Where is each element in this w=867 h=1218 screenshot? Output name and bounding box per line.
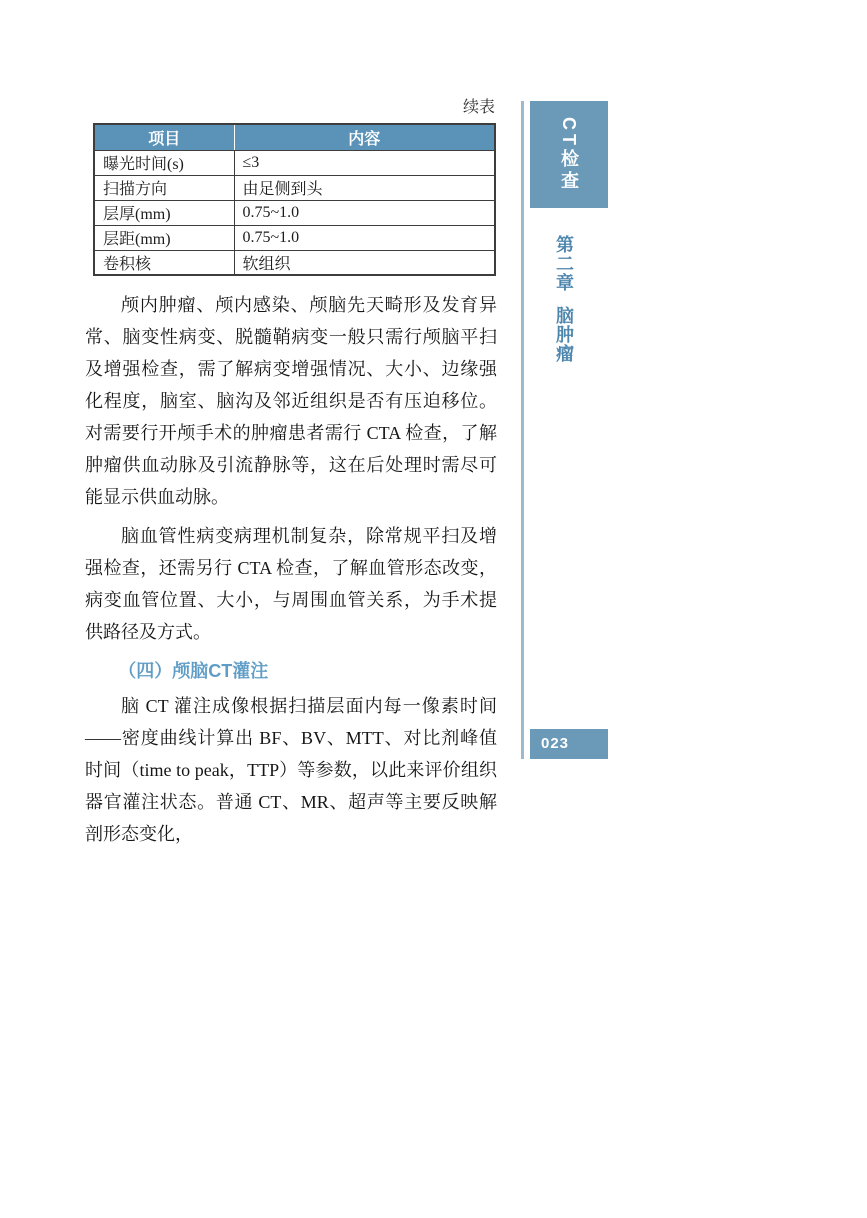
sidebar-chapter-label: 第二章 (554, 235, 574, 292)
page-number-badge (530, 729, 608, 759)
section-heading: （四）颅脑CT灌注 (118, 661, 269, 681)
table-row (94, 175, 495, 200)
table-cell-value: 由足侧到头 (234, 175, 495, 200)
sidebar-divider-line (521, 101, 524, 759)
table-cell-value: ≤3 (234, 150, 495, 175)
table-header-item: 项目 (94, 124, 234, 150)
body-paragraph: 颅内肿瘤、颅内感染、颅脑先天畸形及发育异常、脑变性病变、脱髓鞘病变一般只需行颅脑平扫及增强检查，需了解病变增强情况、大小、边缘强化程度，脑室、脑沟及邻近组织是否有压迫移位。对需要行开颅手术的肿瘤患者需行 CTA 检查，了解肿瘤供血动脉及引流静脉等，这在后处理时需尽可能显示供血动脉。 (85, 295, 497, 507)
table-cell-label: 层距(mm) (94, 225, 234, 250)
table-row (94, 250, 495, 275)
body-paragraph: 脑 CT 灌注成像根据扫描层面内每一像素时间——密度曲线计算出 BF、BV、MTT、对比剂峰值时间（time to peak，TTP）等参数，以此来评价组织器官灌注状态。普通 CT、MR、超声等主要反映解剖形态变化， (85, 696, 497, 844)
table-cell-value: 软组织 (234, 250, 495, 275)
table-cell-value: 0.75~1.0 (234, 225, 495, 250)
table-header-row (94, 124, 495, 150)
table-row (94, 225, 495, 250)
main-text-column (85, 99, 497, 857)
sidebar-section-tab (530, 101, 608, 208)
sidebar-tab-label: CT检查 (559, 116, 579, 193)
scan-parameters-table (93, 123, 496, 276)
table-continued-label: 续表 (462, 99, 495, 116)
table-cell-value: 0.75~1.0 (234, 200, 495, 225)
table-cell-label: 曝光时间(s) (94, 150, 234, 175)
table-cell-label: 扫描方向 (94, 175, 234, 200)
page-number: 023 (541, 735, 570, 752)
table-row (94, 150, 495, 175)
sidebar-chapter-title: 脑肿瘤 (554, 306, 574, 363)
body-paragraph: 脑血管性病变病理机制复杂，除常规平扫及增强检查，还需另行 CTA 检查，了解血管形态改变，病变血管位置、大小，与周围血管关系，为手术提供路径及方式。 (85, 526, 497, 642)
table-row (94, 200, 495, 225)
table-cell-label: 层厚(mm) (94, 200, 234, 225)
table-header-content: 内容 (234, 124, 495, 150)
table-cell-label: 卷积核 (94, 250, 234, 275)
